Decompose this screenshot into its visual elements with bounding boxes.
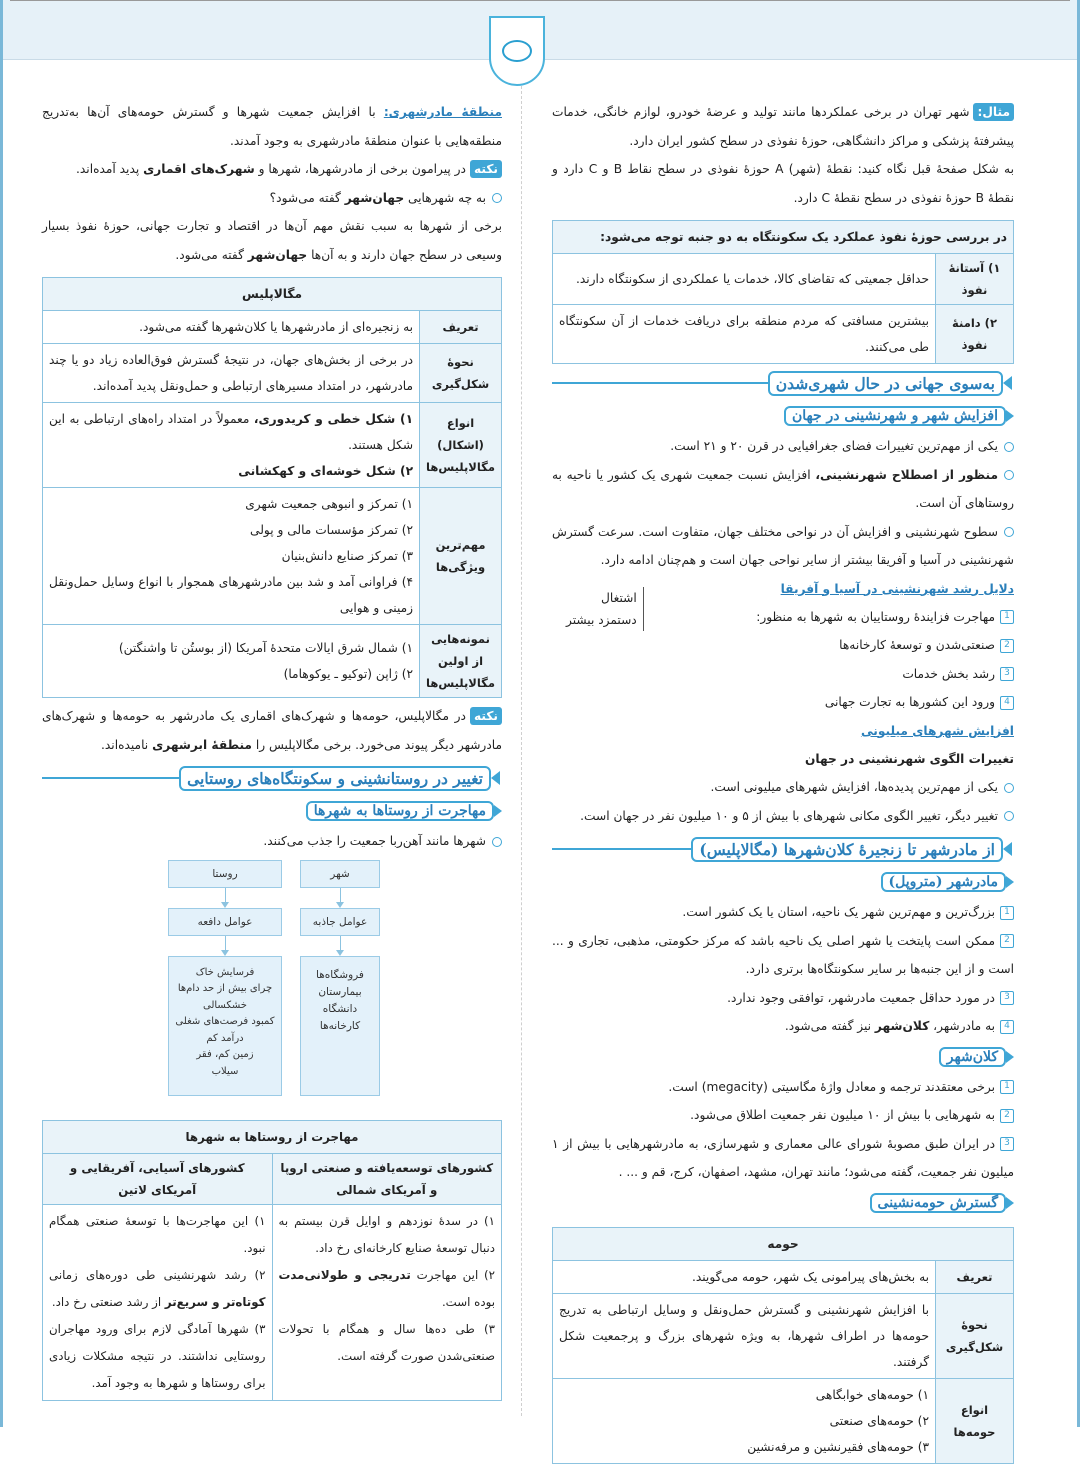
heading-metropolis-to-megalopolis: از مادرشهر تا زنجیرهٔ کلان‌شهرها (مگالاپلیس) [552, 834, 1014, 864]
list-item: یکی از مهم‌ترین پدیده‌ها، افزایش شهرهای میلیونی است. [552, 773, 1014, 802]
note-paragraph-2: نکتهدر مگالاپلیس، حومه‌ها و شهرک‌های اقماری یک مادرشهر به حومه‌ها و شهرک‌های مادرشهر دیگر پیوند می‌خورد. برخی مگالاپلیس را منطقهٔ ابرشهری نامیده‌اند. [42, 709, 502, 752]
question: به چه شهرهایی جهان‌شهر گفته می‌شود؟ [42, 184, 502, 213]
list-item: 1مهاجرت فزایندهٔ روستاییان به شهرها به منظور: اشتغال دستمزد بیشتر [552, 603, 1014, 632]
example-tag: مثال: [973, 103, 1014, 121]
arrow-icon [225, 936, 226, 952]
village-box: روستا [168, 860, 282, 888]
migration-purposes: اشتغال دستمزد بیشتر [566, 587, 644, 631]
answer: برخی از شهرها به سبب نقش مهم آن‌ها در اقتصاد و تجارت جهانی، حوزهٔ نفوذ بسیار وسیعی در سطح جهان دارند و به آن‌ها جهان‌شهر گفته می‌شود. [42, 219, 502, 262]
pull-items-box: فروشگاه‌ها بیمارستان دانشگاه کارخانه‌ها [300, 956, 380, 1096]
list-item: 3در ایران طبق مصوبهٔ شورای عالی معماری و شهرسازی، به مادرشهرهایی با بیش از ۱ میلیون نفر جمعیت، گفته می‌شود؛ مانند تهران، مشهد، اصفهان، کرج، قم و ... . [552, 1136, 1014, 1179]
list-item: 1بزرگ‌ترین و مهم‌ترین شهر یک ناحیه، استان یا یک کشور است. [552, 898, 1014, 927]
arrow-icon [340, 936, 341, 952]
column-divider [521, 86, 522, 1416]
heading-urban-growth: افزایش شهر و شهرنشینی در جهان [552, 402, 1014, 430]
heading-rural-change: تغییر در روستانشینی و سکونتگاه‌های روستایی [42, 763, 502, 793]
list-item: یکی از مهم‌ترین تغییرات فضای جغرافیایی در قرن ۲۰ و ۲۱ است. [552, 432, 1014, 461]
suburb-table: حومه تعریف به بخش‌های پیرامونی یک شهر، حومه می‌گویند. نحوهٔ شکل‌گیری با افزایش شهرنشینی و گسترش حمل‌ونقل و وسایل ارتباطی به تدریج حومه‌ها در اطراف شهرها، به ویژه شهرهای بزرگ و پرجمعیت شکل گرفتند. انواع حومه‌ها ۱) حومه‌های خوابگاهی ۲) حومه‌های صنعتی ۳) حومه‌های فقیرنشین و مرفه‌نشین [552, 1227, 1014, 1464]
influence-table: در بررسی حوزهٔ نفوذ عملکرد یک سکونتگاه به دو جنبه توجه می‌شود: ۱) آستانهٔ نفوذ حداقل جمعیتی که تقاضای کالا، خدمات یا عملکردی از سکونتگاه دارند. ۲) دامنهٔ نفوذ بیشترین مسافتی که مردم منطقه برای دریافت خدمات از آن سکونتگاه طی می‌کنند. [552, 220, 1014, 364]
list-item: سطوح شهرنشینی و افزایش آن در نواحی مختلف جهان، متفاوت است. سرعت گسترش شهرنشینی در آسیا و آفریقا بیشتر از سایر نواحی جهان است و هم‌چنان ادامه دارد. [552, 524, 1014, 567]
list-item: 3رشد بخش خدمات [552, 660, 1014, 689]
list-item: 4ورود این کشورها به تجارت جهانی [552, 688, 1014, 717]
heading-megacity: کلان‌شهر [552, 1043, 1014, 1071]
heading-growth-reasons: دلایل رشد شهرنشینی در آسیا و آفریقا [780, 581, 1014, 596]
city-box: شهر [300, 860, 380, 888]
list-item: 2صنعتی‌شدن و توسعهٔ کارخانه‌ها [552, 631, 1014, 660]
list-item: شهرها مانند آهن‌ربا جمعیت را جذب می‌کنند. [42, 827, 502, 856]
heading-pattern-changes: تغییرات الگوی شهرنشینی در جهان [805, 751, 1014, 766]
list-item: تغییر دیگر، تغییر الگوی مکانی شهرهای با بیش از ۵ و ۱۰ میلیون نفر در جهان است. [552, 802, 1014, 831]
push-factors-box: عوامل دافعه [168, 908, 282, 936]
publisher-logo-icon [489, 16, 545, 86]
left-column [42, 98, 502, 1401]
note-paragraph: نکتهدر پیرامون برخی از مادرشهرها، شهرها و شهرک‌های اقماری پدید آمده‌اند. [42, 155, 502, 184]
list-item: 1برخی معتقدند ترجمه و معادل واژهٔ مگاسیتی (megacity) است. [552, 1073, 1014, 1102]
arrow-icon [225, 888, 226, 904]
push-items-box: فرسایش خاک چرای بیش از حد دام‌ها خشکسالی کمبود فرصت‌های شغلی درآمد کم زمین کم، فقر سیلاب [168, 956, 282, 1096]
megalopolis-table: مگالاپلیس تعریف به زنجیره‌ای از مادرشهرها یا کلان‌شهرها گفته می‌شود. نحوهٔ شکل‌گیری در برخی از بخش‌های جهان، در نتیجهٔ گسترش فوق‌العاده زیاد دو یا چند مادرشهر، در امتداد مسیرهای ارتباطی و حمل‌ونقل پدید آمده‌اند. انواع (اشکال) مگالاپلیس‌ها ۱) شکل خطی و کریدوری، معمولاً در امتداد راه‌های ارتباطی به این شکل هستند. ۲) شکل خوشه‌ای و کهکشانی مهم‌ترین ویژگی‌ها ۱) تمرکز و انبوهی جمعیت شهری ۲) تمرکز مؤسسات مالی و پولی ۳) تمرکز صنایع دانش‌بنیان ۴) فراوانی آمد و شد بین مادرشهرهای همجوار با انواع وسایل حمل‌ونقل زمینی و هوایی نمونه‌هایی از اولین مگالاپلیس‌ها ۱) شمال شرق ایالات متحدهٔ آمریکا (از بوستُن تا واشنگتن) ۲) ژاپن (توکیو ـ یوکوهاما) [42, 277, 502, 698]
heading-urbanizing-world: به‌سوی جهانی در حال شهری‌شدن [552, 368, 1014, 398]
metro-region-paragraph: منطقهٔ مادرشهری: با افزایش جمعیت شهرها و گسترش حومه‌های آن‌ها به‌تدریج منطقه‌هایی با عنوان منطقهٔ مادرشهری به وجود آمدند. [42, 105, 502, 148]
heading-rural-migration: مهاجرت از روستاها به شهرها [42, 797, 502, 825]
arrow-icon [340, 888, 341, 904]
list-item: 4به مادرشهر، کلان‌شهر نیز گفته می‌شود. [552, 1012, 1014, 1041]
left-edge [0, 0, 3, 1427]
heading-metropolis: مادرشهر (متروپل) [552, 868, 1014, 896]
example-paragraph-2: به شکل صفحهٔ قبل نگاه کنید: نقطهٔ (شهر) A حوزهٔ نفوذی در سطح نقاط B و C دارد و نقطهٔ B حوزهٔ نفوذی در سطح نقطهٔ C دارد. [552, 162, 1014, 205]
heading-suburbanization: گسترش حومه‌نشینی [552, 1189, 1014, 1217]
list-item: 2ممکن است پایتخت یا شهر اصلی یک ناحیه باشد که مرکز حکومتی، مذهبی، تجاری و ... است و از این جنبه‌ها بر سایر سکونتگاه‌ها برتری دارد. [552, 933, 1014, 976]
pull-factors-box: عوامل جاذبه [300, 908, 380, 936]
right-column [552, 98, 1014, 1464]
example-paragraph: مثال:شهر تهران در برخی عملکردها مانند تولید و عرضهٔ خودرو، لوازم خانگی، خدمات پیشرفتهٔ پزشکی و مراکز دانشگاهی، حوزهٔ نفوذی در سطح کشور ایران دارد. [552, 105, 1014, 148]
list-item: 3در مورد حداقل جمعیت مادرشهر، توافقی وجود ندارد. [552, 984, 1014, 1013]
heading-million-cities: افزایش شهرهای میلیونی [860, 723, 1014, 738]
migration-flow-diagram [42, 856, 502, 1116]
list-item: منظور از اصطلاح شهرنشینی، افزایش نسبت جمعیت شهری یک کشور یا ناحیه به روستاهای آن است. [552, 467, 1014, 510]
migration-table: مهاجرت از روستاها به شهرها کشورهای توسعه‌یافته و صنعتی اروپا و آمریکای شمالی کشورهای آسیایی، آفریقایی و آمریکای لاتین ۱) در سدهٔ نوزدهم و اوایل قرن بیستم به دنبال توسعهٔ صنایع کارخانه‌ای رخ داد. ۲) این مهاجرت تدریجی و طولانی‌مدت بوده است. ۳) طی ده‌ها سال و همگام با تحولات صنعتی‌شدن صورت گرفته است. ۱) این مهاجرت‌ها با توسعهٔ صنعتی همگام نبود. ۲) رشد شهرنشینی طی دوره‌های زمانی کوتاه‌تر و سریع‌تر از رشد صنعتی رخ داد. ۳) شهرها آمادگی لازم برای ورود مهاجران روستایی نداشتند. در نتیجه مشکلات زیادی برای روستاها و شهرها به وجود آمد. [42, 1120, 502, 1401]
list-item: 2به شهرهایی با بیش از ۱۰ میلیون نفر جمعیت اطلاق می‌شود. [552, 1101, 1014, 1130]
